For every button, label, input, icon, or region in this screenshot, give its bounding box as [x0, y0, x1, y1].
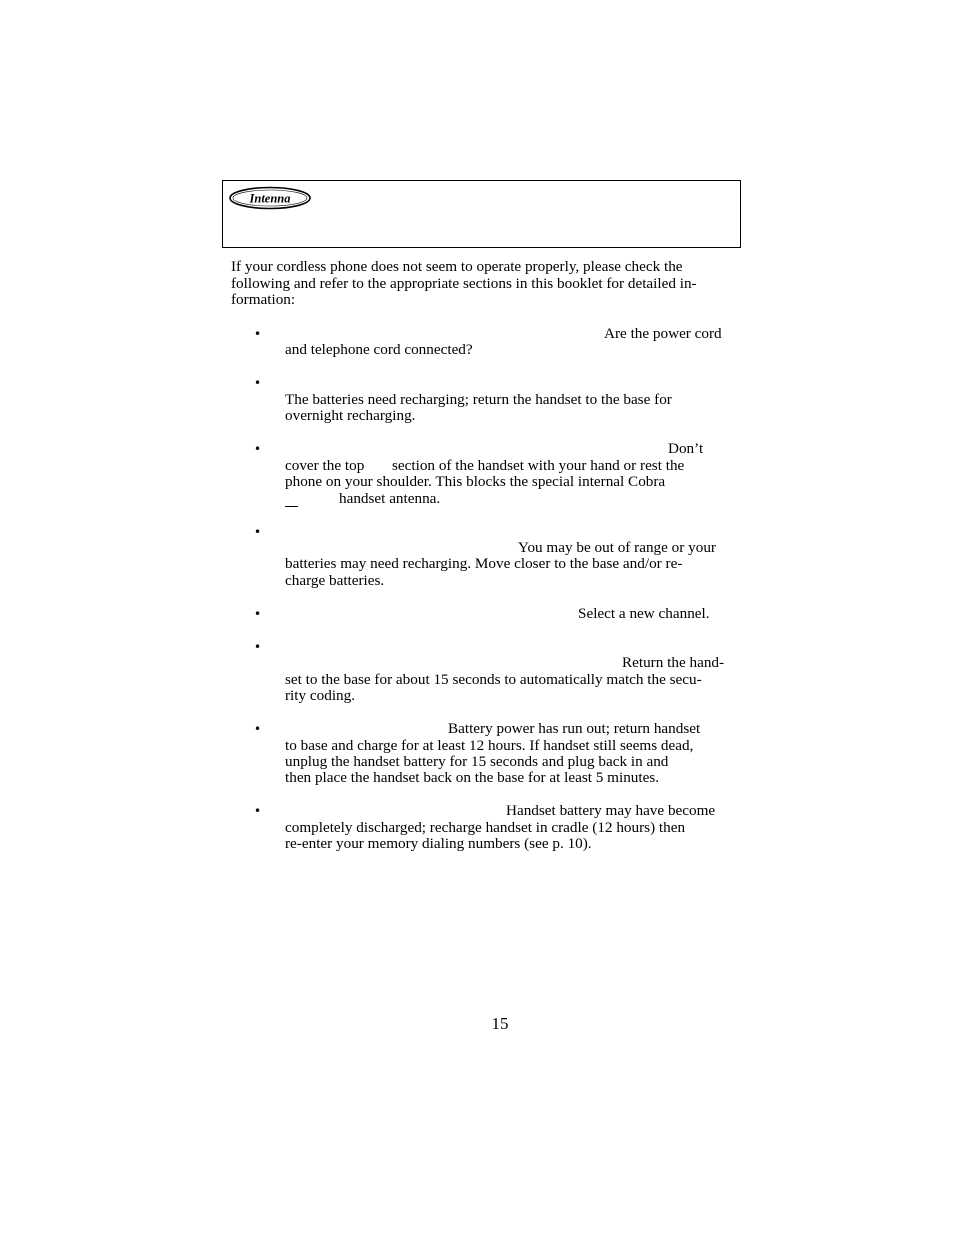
item-4-line: batteries may need recharging. Move closer to the base and/or re- [285, 555, 683, 572]
item-4-line: charge batteries. [285, 572, 385, 589]
item-6-line: Return the hand- [622, 654, 725, 671]
item-7-line: Battery power has run out; return handset [448, 720, 701, 737]
item-3-line: section of the handset with your hand or rest the [392, 457, 685, 474]
intenna-logo [228, 185, 312, 211]
intro-line: formation: [231, 291, 296, 308]
item-8-line: re-enter your memory dialing numbers (see p. 10). [285, 835, 592, 852]
item-3-line: phone on your shoulder. This blocks the special internal Cobra [285, 473, 666, 490]
bullet-marker: • [254, 376, 262, 390]
logo-wordmark: Intenna [249, 191, 291, 206]
item-3-line: Don’t [668, 440, 704, 457]
item-4-line: You may be out of range or your [518, 539, 716, 556]
item-8-line: Handset battery may have become [506, 802, 716, 819]
item-1-line: and telephone cord connected? [285, 341, 473, 358]
bullet-marker: • [254, 607, 262, 621]
bullet-marker: • [254, 442, 262, 456]
item-6-line: set to the base for about 15 seconds to automatically match the secu- [285, 671, 702, 688]
page-number: 15 [491, 1014, 509, 1033]
bullet-marker: • [254, 327, 262, 341]
item-6-line: rity coding. [285, 687, 356, 704]
item-3-line: handset antenna. [339, 490, 441, 507]
bullet-marker: • [254, 640, 262, 654]
item-7-line: then place the handset back on the base for at least 5 minutes. [285, 769, 660, 786]
bullet-marker: • [254, 525, 262, 539]
item-3-line: cover the top [285, 457, 365, 474]
underline-mark [285, 506, 298, 507]
item-7-line: to base and charge for at least 12 hours. If handset still seems dead, [285, 737, 694, 754]
item-7-line: unplug the handset battery for 15 seconds and plug back in and [285, 753, 669, 770]
item-5-line: Select a new channel. [578, 605, 710, 622]
section-header-box [222, 180, 741, 248]
item-1-line: Are the power cord [604, 325, 722, 342]
intro-paragraph [231, 259, 743, 309]
item-2-line: overnight recharging. [285, 407, 416, 424]
bullet-marker: • [254, 804, 262, 818]
item-8-line: completely discharged; recharge handset in cradle (12 hours) then [285, 819, 686, 836]
intro-line: following and refer to the appropriate sections in this booklet for detailed in- [231, 274, 697, 292]
intro-line: If your cordless phone does not seem to operate properly, please check the [231, 258, 683, 275]
item-2-line: The batteries need recharging; return the handset to the base for [285, 391, 672, 408]
bullet-marker: • [254, 722, 262, 736]
